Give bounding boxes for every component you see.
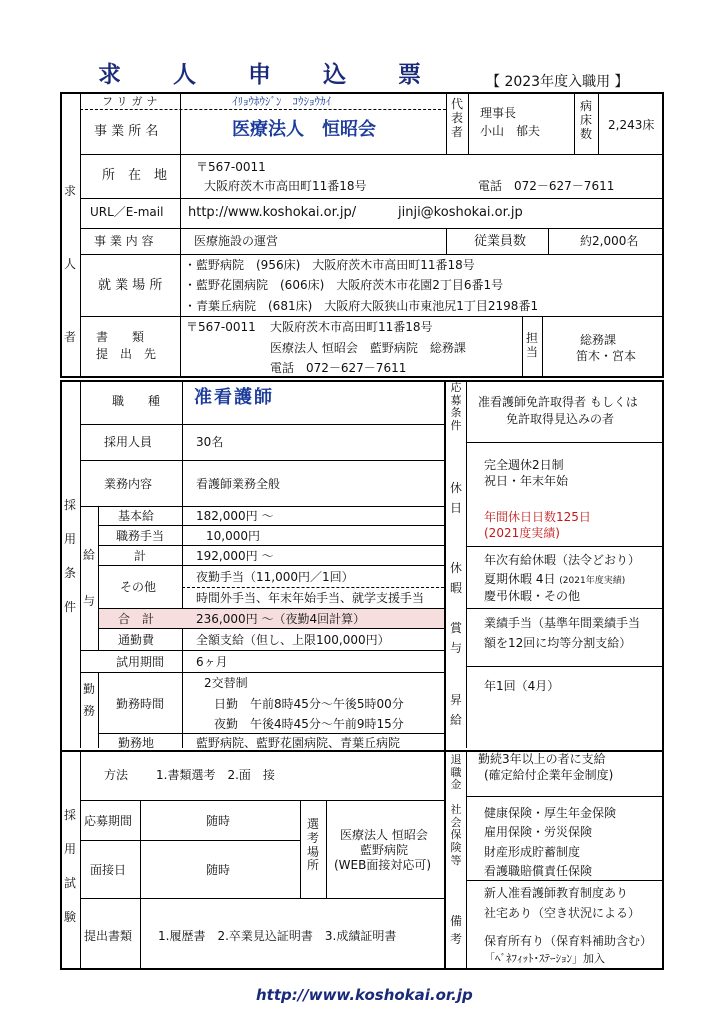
side-label-salary: 給与 — [82, 548, 95, 608]
docs-dest-label-1: 書 類 — [96, 330, 145, 344]
holiday-line1: 完全週休2日制 — [484, 458, 564, 472]
notes-item: 新人准看護師教育制度あり — [484, 886, 629, 900]
insurance-item: 雇用保険・労災保険 — [484, 825, 593, 839]
furigana-value: ｲﾘｮｳﾎｳｼﾞﾝ ｺｳｼｮｳｶｲ — [232, 95, 331, 108]
docs-address: 大阪府茨木市高田町11番18号 — [270, 320, 433, 334]
furigana-label: フリガナ — [102, 95, 162, 108]
job-value: 准看護師 — [194, 387, 274, 408]
insurance-item: 財産形成貯蓄制度 — [484, 845, 581, 859]
apply-conditions-line2: 免許取得見込みの者 — [506, 412, 615, 426]
retirement-line2: (確定給付企業年金制度) — [484, 768, 614, 782]
venue-label: 選考場所 — [306, 817, 319, 873]
apply-conditions-label: 応募条件 — [450, 381, 462, 432]
job-allowance-label: 職務手当 — [116, 529, 165, 543]
email-link[interactable]: jinji@koshokai.or.jp — [398, 205, 523, 220]
contact-names: 笛木・宮本 — [576, 349, 637, 363]
business-label: 事 業 内 容 — [94, 234, 154, 248]
notes-item: 保育所有り（保育料補助含む） — [484, 934, 653, 948]
contact-dept: 総務課 — [580, 333, 617, 347]
representative-label: 代表者 — [450, 97, 463, 139]
retirement-label: 退職金 — [450, 753, 462, 792]
docs-dest-label-2: 提 出 先 — [96, 347, 157, 361]
base-salary-label: 基本給 — [118, 509, 155, 523]
beds-value: 2,243床 — [608, 118, 655, 132]
address-postal: 〒567-0011 — [196, 160, 266, 174]
commute-label: 通勤費 — [118, 633, 155, 647]
hires-value: 30名 — [196, 435, 224, 449]
notes-label: 備考 — [449, 914, 462, 946]
hours-label: 勤務時間 — [116, 697, 165, 711]
footer-url[interactable]: http://www.koshokai.or.jp — [256, 986, 473, 1004]
address-value: 大阪府茨木市高田町11番18号 — [204, 179, 367, 193]
notes-item: 社宅あり（空き状況による） — [484, 906, 641, 920]
address-label: 所 在 地 — [102, 168, 168, 183]
apply-conditions-line1: 准看護師免許取得者 もしくは — [478, 395, 638, 409]
year-badge: 【 2023年度入職用 】 — [486, 74, 629, 90]
leave-label: 休暇 — [449, 561, 462, 595]
duty-label: 業務内容 — [104, 477, 153, 491]
website-link[interactable]: http://www.koshokai.or.jp/ — [188, 205, 357, 220]
docs-postal: 〒567-0011 — [186, 320, 256, 334]
side-label-conditions: 採用条件 — [63, 498, 76, 614]
subtotal-label: 計 — [134, 549, 147, 563]
holiday-annual-note: (2021度実績) — [484, 526, 560, 540]
leave-line2-note: (2021年度実績) — [559, 576, 626, 586]
other-allowance-line1: 夜勤手当（11,000円／1回） — [196, 570, 354, 584]
employees-value: 約2,000名 — [580, 234, 639, 248]
workplace-label: 就 業 場 所 — [98, 278, 163, 293]
trial-label: 試用期間 — [116, 655, 165, 669]
trial-value: 6ヶ月 — [196, 655, 228, 669]
raise-value: 年1回（4月） — [484, 679, 560, 693]
leave-line1: 年次有給休暇（法令どおり） — [484, 553, 641, 567]
holiday-label: 休日 — [449, 481, 462, 515]
method-label: 方法 — [104, 768, 129, 782]
venue-line2: 藍野病院 — [360, 843, 409, 857]
side-label-exam: 採用試験 — [63, 808, 76, 924]
representative-name: 小山 郁夫 — [480, 124, 541, 138]
submit-docs-label: 提出書類 — [84, 929, 133, 943]
hires-label: 採用人員 — [104, 435, 153, 449]
leave-line2: 夏期休暇 4日 (2021年度実績) — [484, 572, 626, 586]
shift-type: 2交替制 — [204, 676, 248, 690]
application-period-label: 応募期間 — [84, 814, 133, 828]
side-label-employer: 求人者 — [63, 184, 76, 344]
job-allowance-value: 10,000円 — [206, 529, 260, 543]
application-period-value: 随時 — [206, 814, 231, 828]
leave-line3: 慶弔休暇・その他 — [484, 589, 581, 603]
interview-date-value: 随時 — [206, 863, 231, 877]
url-email-label: URL／E-mail — [90, 205, 164, 219]
page-title: 求 人 申 込 票 — [98, 61, 444, 88]
phone-value: 電話 072－627－7611 — [478, 179, 615, 193]
work-location-label: 勤務地 — [118, 736, 155, 750]
retirement-line1: 勤続3年以上の者に支給 — [478, 752, 606, 766]
holiday-line2: 祝日・年末年始 — [484, 474, 569, 488]
docs-org: 医療法人 恒昭会 藍野病院 総務課 — [270, 341, 466, 355]
company-name: 医療法人 恒昭会 — [232, 119, 376, 140]
bonus-label: 賞与 — [449, 621, 462, 655]
bonus-line1: 業績手当（基準年間業績手当 — [484, 616, 641, 630]
contact-label: 担当 — [525, 331, 538, 359]
insurance-label: 社会保険等 — [450, 803, 462, 867]
side-label-work: 勤務 — [82, 682, 95, 718]
total-label: 合 計 — [118, 612, 155, 626]
business-value: 医療施設の運営 — [194, 234, 279, 248]
workplace-item: ・藍野病院 (956床) 大阪府茨木市高田町11番18号 — [184, 258, 475, 272]
total-value: 236,000円 ～（夜勤4回計算） — [196, 612, 366, 626]
notes-item: 「ﾍﾞﾈﾌｨｯﾄ･ｽﾃｰｼｮﾝ」加入 — [484, 952, 605, 965]
night-shift-hours: 夜勤 午後4時45分～午前9時15分 — [214, 717, 404, 731]
day-shift-hours: 日勤 午前8時45分～午後5時00分 — [214, 697, 404, 711]
method-value: 1.書類選考 2.面 接 — [156, 768, 275, 782]
workplace-item: ・青葉丘病院 (681床) 大阪府大阪狭山市東池尻1丁目2198番1 — [184, 299, 539, 313]
company-name-label: 事 業 所 名 — [94, 124, 159, 139]
venue-line1: 医療法人 恒昭会 — [340, 828, 428, 842]
bonus-line2: 額を12回に均等分割支給） — [484, 636, 632, 650]
raise-label: 昇給 — [449, 693, 462, 727]
holiday-annual-days: 年間休日日数125日 — [484, 510, 591, 524]
insurance-item: 健康保険・厚生年金保険 — [484, 806, 617, 820]
subtotal-value: 192,000円 ～ — [196, 549, 274, 563]
base-salary-value: 182,000円 ～ — [196, 509, 274, 523]
docs-phone: 電話 072－627－7611 — [270, 361, 407, 375]
other-allowance-line2: 時間外手当、年末年始手当、就学支援手当 — [196, 591, 425, 605]
interview-date-label: 面接日 — [90, 863, 127, 877]
work-location-value: 藍野病院、藍野花園病院、青葉丘病院 — [196, 736, 401, 750]
employees-label: 従業員数 — [474, 234, 527, 249]
job-label: 職 種 — [112, 394, 161, 408]
insurance-item: 看護職賠償責任保険 — [484, 864, 593, 878]
representative-title: 理事長 — [480, 106, 517, 120]
beds-label: 病床数 — [579, 99, 592, 141]
workplace-item: ・藍野花園病院 (606床) 大阪府茨木市花園2丁目6番1号 — [184, 278, 504, 292]
submit-docs-value: 1.履歴書 2.卒業見込証明書 3.成績証明書 — [158, 929, 397, 943]
duty-value: 看護師業務全般 — [196, 477, 281, 491]
other-allowance-label: その他 — [120, 580, 157, 594]
venue-line3: (WEB面接対応可) — [334, 858, 432, 872]
commute-value: 全額支給（但し、上限100,000円） — [196, 633, 390, 647]
